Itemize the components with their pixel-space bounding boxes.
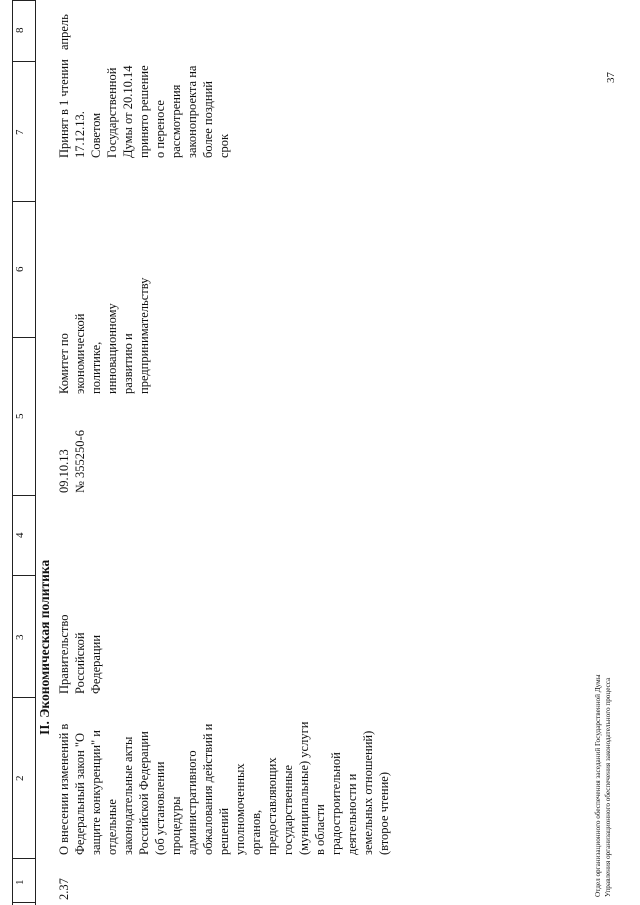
column-divider [12,201,35,202]
planned-month: апрель [57,14,71,50]
column-number: 3 [14,634,26,640]
column-divider [12,337,35,338]
header-bottom-border [35,0,36,905]
column-number: 1 [14,879,26,885]
bill-title: О внесении изменений в Федеральный закон "О защите конкуренции" и отдельные законодательные акты Российской Федерации (об установлении процедуры административного обжалования действий и решений уполномоченных органов, предоставляющих государственные (муниципальные) услуги в области градостроительной деятельности и земельных отношений) (второе чтение) [57,721,391,855]
column-number: 4 [14,532,26,538]
column-divider [12,495,35,496]
column-divider [12,575,35,576]
column-divider [12,0,35,1]
responsible-committee: Комитет по экономической политике, инновационному развитию и предпринимательству [57,277,151,394]
table-top-border [12,0,13,905]
bill-status: Принят в 1 чтении 17.12.13. Советом Государственной Думы от 20.10.14 принято решение о переносе рассмотрения законопроекта на более поздний срок [57,59,231,158]
row-number: 2.37 [57,878,71,900]
footer-department: Отдел организационного обеспечения заседаний Государственной Думы Управления организационного обеспечения законодательного процесса [594,674,612,897]
column-number: 8 [14,27,26,33]
initiator: Правительство Российской Федерации [57,614,103,694]
registration-date-number: 09.10.13 № 355250-6 [57,430,87,493]
column-number: 5 [14,413,26,419]
section-title: II. Экономическая политика [37,559,52,735]
column-divider [12,858,35,859]
column-number: 2 [14,775,26,781]
column-number: 7 [14,129,26,135]
page-number: 37 [605,72,617,83]
column-number: 6 [14,266,26,272]
column-divider [12,697,35,698]
column-divider [12,902,35,903]
column-divider [12,61,35,62]
